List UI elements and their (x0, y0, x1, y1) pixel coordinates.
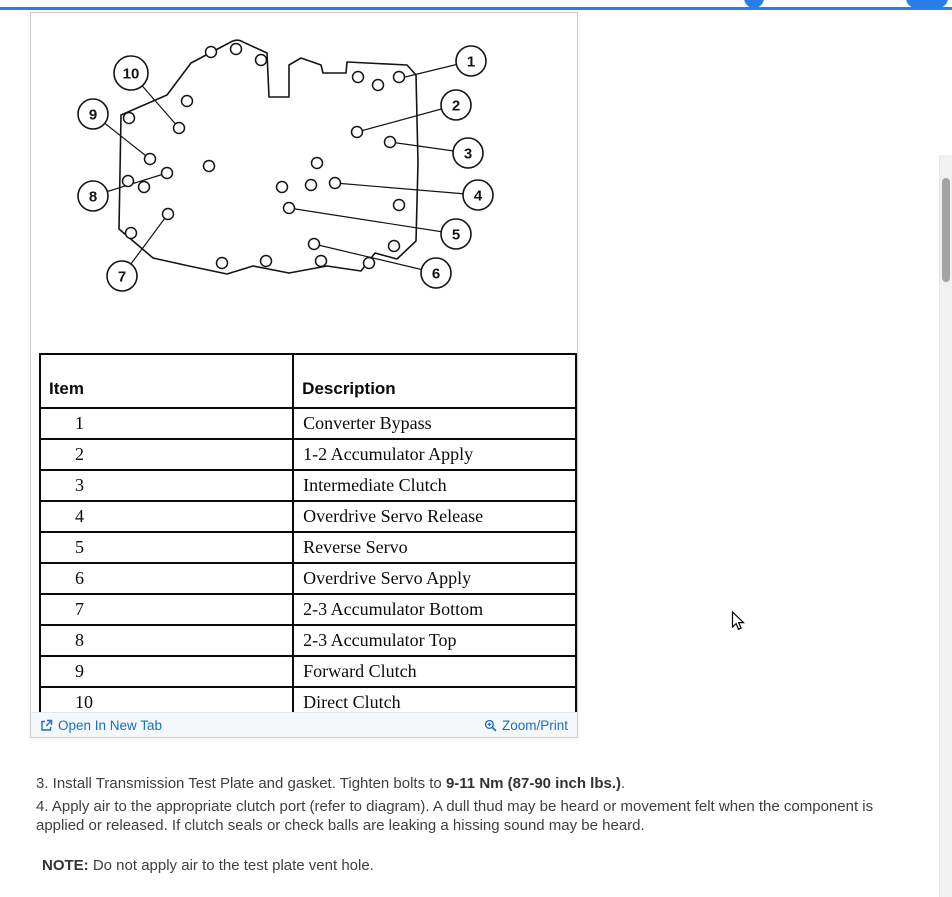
table-row (40, 625, 576, 656)
callout-7 (107, 261, 137, 291)
scrollbar-thumb[interactable] (942, 178, 950, 282)
zoom-print-link[interactable] (484, 718, 568, 733)
item-cell: 1 (40, 408, 293, 439)
mouse-cursor (731, 611, 746, 637)
note-label: NOTE: (42, 856, 89, 874)
bolt-hole (261, 256, 272, 267)
callout-5 (441, 219, 471, 249)
callout-3 (453, 138, 483, 168)
bolt-hole (316, 256, 327, 267)
open-in-new-tab-label: Open In New Tab (58, 717, 163, 733)
step-3-text: 3. Install Transmission Test Plate and gasket. Tighten bolts to (36, 775, 446, 792)
svg-text:5: 5 (451, 226, 461, 244)
svg-text:1: 1 (466, 53, 476, 71)
gasket-outline (119, 40, 418, 274)
description-cell: Intermediate Clutch (293, 470, 576, 501)
bolt-hole (330, 178, 341, 189)
item-cell: 9 (40, 656, 293, 687)
description-column-header: Description (293, 354, 576, 408)
callout-9 (78, 99, 108, 129)
bolt-hole (162, 168, 173, 179)
test-plate-table (39, 353, 577, 719)
bolt-hole (124, 113, 135, 124)
item-cell: 10 (40, 687, 293, 718)
item-column-header: Item (40, 354, 293, 408)
description-cell: Overdrive Servo Apply (293, 563, 576, 594)
item-cell: 4 (40, 501, 293, 532)
svg-text:10: 10 (122, 65, 140, 83)
step-3 (33, 774, 903, 794)
zoom-plus-icon (484, 719, 497, 732)
description-cell: 1-2 Accumulator Apply (293, 439, 576, 470)
item-cell: 7 (40, 594, 293, 625)
callout-2 (441, 90, 471, 120)
bolt-hole (145, 154, 156, 165)
item-cell: 2 (40, 439, 293, 470)
description-cell: Direct Clutch (293, 687, 576, 718)
description-cell: Overdrive Servo Release (293, 501, 576, 532)
zoom-print-label: Zoom/Print (501, 717, 568, 733)
bolt-hole (126, 228, 137, 239)
bolt-hole (309, 239, 320, 250)
table-row (40, 563, 576, 594)
open-in-new-tab-link[interactable] (40, 718, 162, 733)
table-row (40, 501, 576, 532)
table-row (40, 532, 576, 563)
bolt-hole (217, 258, 228, 269)
description-cell: Forward Clutch (293, 656, 576, 687)
callout-1 (456, 46, 486, 76)
table-row (40, 408, 576, 439)
bolt-hole (182, 96, 193, 107)
callout-10 (114, 56, 148, 90)
callout-6 (421, 258, 451, 288)
svg-text:8: 8 (88, 188, 98, 206)
table-header-row (40, 354, 576, 408)
bolt-hole (204, 161, 215, 172)
svg-text:7: 7 (117, 268, 127, 286)
bolt-hole (394, 72, 405, 83)
svg-text:9: 9 (88, 106, 98, 124)
bolt-hole (256, 55, 267, 66)
viewer-toolbar (31, 712, 577, 737)
test-plate-diagram (31, 13, 577, 345)
bolt-hole (389, 241, 400, 252)
bolt-hole (277, 182, 288, 193)
description-cell: 2-3 Accumulator Bottom (293, 594, 576, 625)
item-cell: 5 (40, 532, 293, 563)
open-in-new-tab-icon (40, 719, 53, 732)
table-row (40, 439, 576, 470)
diagram-area (31, 13, 577, 345)
bolt-hole (139, 182, 150, 193)
callout-4 (463, 180, 493, 210)
bolt-hole (373, 80, 384, 91)
item-cell: 3 (40, 470, 293, 501)
bolt-hole (231, 44, 242, 55)
note-text: Do not apply air to the test plate vent hole. (88, 856, 374, 874)
item-cell: 6 (40, 563, 293, 594)
bolt-hole (352, 127, 363, 138)
scrollbar-track[interactable] (939, 155, 952, 897)
svg-text:3: 3 (463, 145, 473, 163)
bolt-hole (385, 137, 396, 148)
description-cell: Converter Bypass (293, 408, 576, 439)
description-cell: 2-3 Accumulator Top (293, 625, 576, 656)
image-viewer-card (30, 12, 578, 738)
step-4-text: 4. Apply air to the appropriate clutch port (refer to diagram). A dull thud may be heard or movement felt when the component is applied or released. If clutch seals or check balls are leaking a hissing sound may be heard. (36, 797, 874, 834)
step-3-bold-text: 9-11 Nm (87-90 inch lbs.) (445, 775, 622, 792)
instructions (33, 774, 903, 875)
test-plate-table-body (40, 408, 576, 718)
item-cell: 8 (40, 625, 293, 656)
bolt-hole (284, 203, 295, 214)
step-4 (33, 797, 903, 836)
bolt-hole (312, 158, 323, 169)
callout-8 (78, 181, 108, 211)
bolt-hole (306, 180, 317, 191)
top-right-button-fragment[interactable] (906, 0, 948, 8)
top-accent-line (0, 7, 952, 10)
svg-text:4: 4 (473, 187, 483, 205)
step-3-post-text: . (621, 775, 626, 792)
bolt-hole (163, 209, 174, 220)
table-row (40, 656, 576, 687)
svg-text:6: 6 (431, 265, 441, 283)
svg-text:2: 2 (451, 97, 461, 115)
note (42, 856, 903, 876)
bolt-hole (353, 72, 364, 83)
bolt-hole (364, 258, 375, 269)
table-row (40, 470, 576, 501)
bolt-hole (174, 123, 185, 134)
bolt-hole (206, 47, 217, 58)
bolt-hole (123, 176, 134, 187)
bolt-hole (394, 200, 405, 211)
table-row (40, 594, 576, 625)
description-cell: Reverse Servo (293, 532, 576, 563)
